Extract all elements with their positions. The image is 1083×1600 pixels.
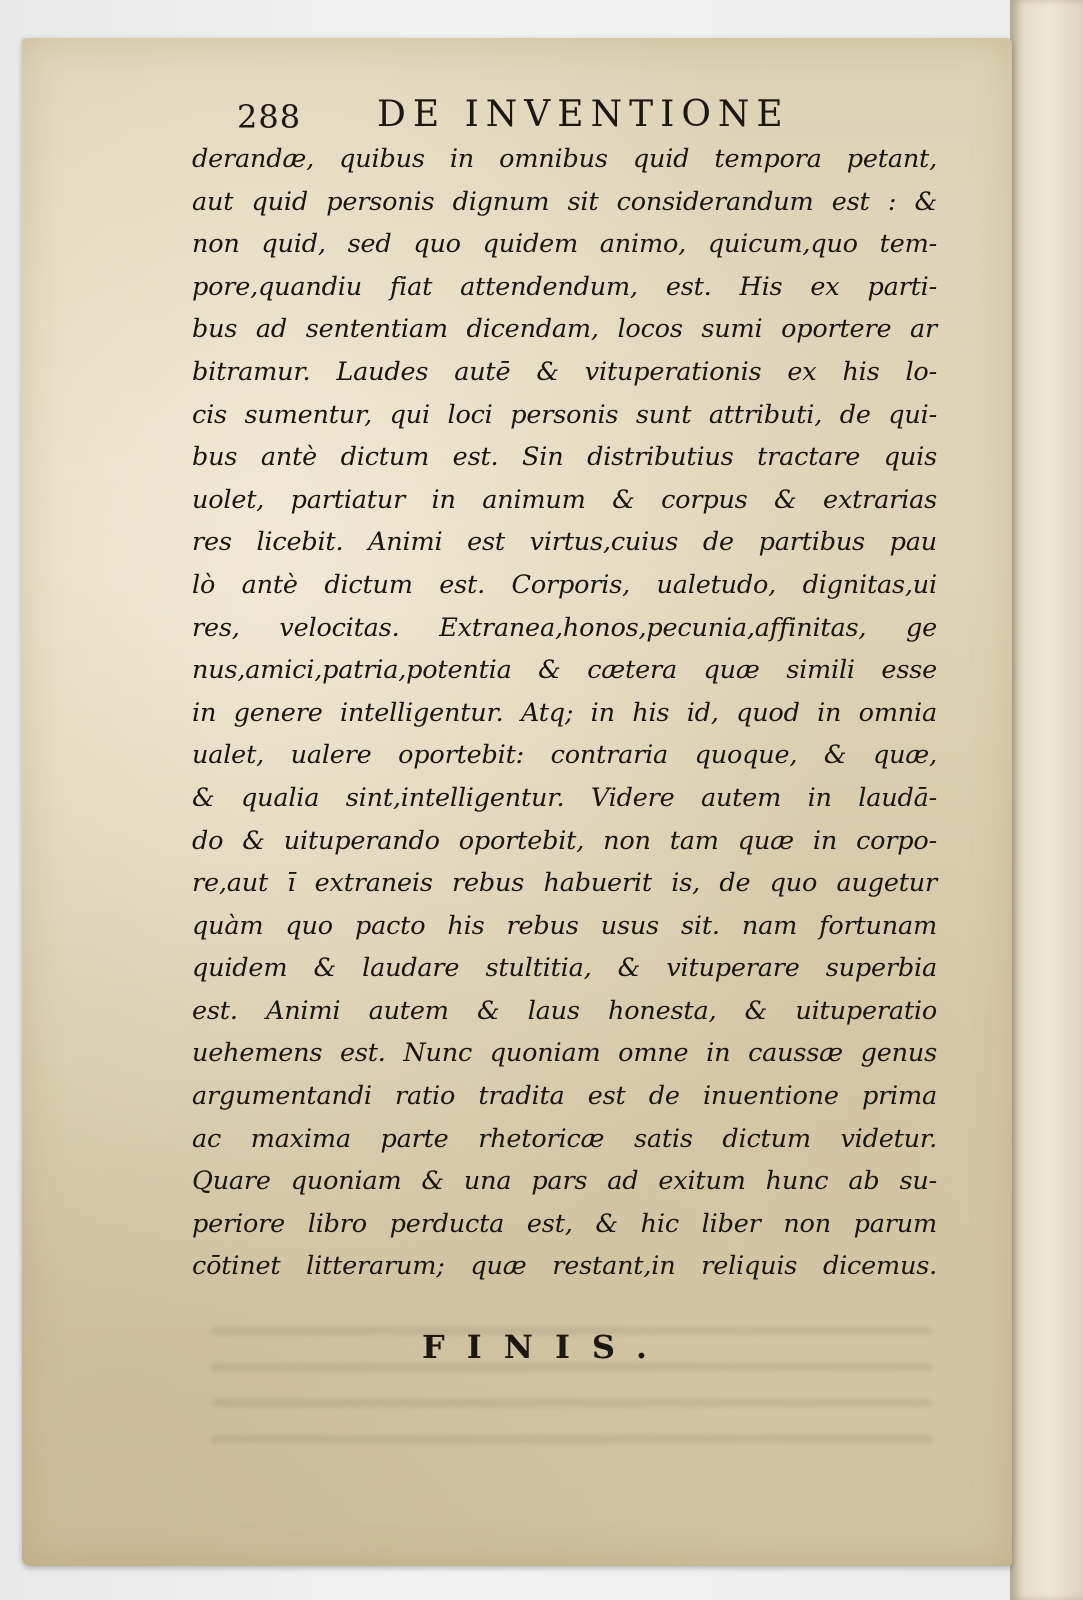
book-page [22,38,1012,1566]
text-line: cis sumentur, qui loci personis sunt attributi, de qui- [192,399,937,430]
text-line: argumentandi ratio tradita est de inuentione prima [192,1081,937,1112]
next-page-edge [1010,0,1083,1600]
text-line: derandæ, quibus in omnibus quid tempora petant, [192,144,937,174]
text-line: res licebit. Animi est virtus,cuius de partibus pau [192,527,937,558]
page-number: 288 [237,98,302,136]
text-line: do & uituperando oportebit, non tam quæ in corpo- [192,825,937,856]
text-line: bitramur. Laudes autē & vituperationis ex his lo- [192,356,937,387]
body-text [192,138,937,1288]
text-line: bus ad sententiam dicendam, locos sumi oportere ar [192,314,937,345]
text-line: cōtinet litterarum; quæ restant,in reliquis dicemus. [192,1251,937,1282]
text-line: Quare quoniam & una pars ad exitum hunc ab su- [192,1166,937,1197]
text-line: re,aut ī extraneis rebus habuerit is, de quo augetur [192,868,937,899]
text-line: quàm quo pacto his rebus usus sit. nam fortunam [192,910,937,941]
text-line: res, velocitas. Extranea,honos,pecunia,affinitas, ge [192,612,937,643]
text-line: ac maxima parte rhetoricæ satis dictum videtur. [192,1123,937,1154]
finis-colophon: FINIS. [422,1328,670,1366]
text-line: aut quid personis dignum sit considerandum est : & [192,186,937,217]
text-line: & qualia sint,intelligentur. Videre autem in laudā- [192,782,937,813]
text-line: quidem & laudare stultitia, & vituperare superbia [192,953,937,984]
text-line: uolet, partiatur in animum & corpus & extrarias [192,484,937,515]
text-line: est. Animi autem & laus honesta, & uituperatio [192,995,937,1026]
text-line: nus,amici,patria,potentia & cætera quæ simili esse [192,655,937,686]
text-line: pore,quandiu fiat attendendum, est. His ex parti- [192,271,937,302]
text-line: lò antè dictum est. Corporis, ualetudo, dignitas,ui [192,569,937,600]
text-line: in genere intelligentur. Atq; in his id, quod in omnia [192,697,937,728]
text-line: ualet, ualere oportebit: contraria quoque, & quæ, [192,740,937,771]
text-line: non quid, sed quo quidem animo, quicum,quo tem- [192,229,937,260]
text-line: bus antè dictum est. Sin distributius tractare quis [192,442,937,473]
text-line: periore libro perducta est, & hic liber non parum [192,1208,937,1239]
text-line: uehemens est. Nunc quoniam omne in caussæ genus [192,1038,937,1069]
running-head: DE INVENTIONE [377,94,790,135]
